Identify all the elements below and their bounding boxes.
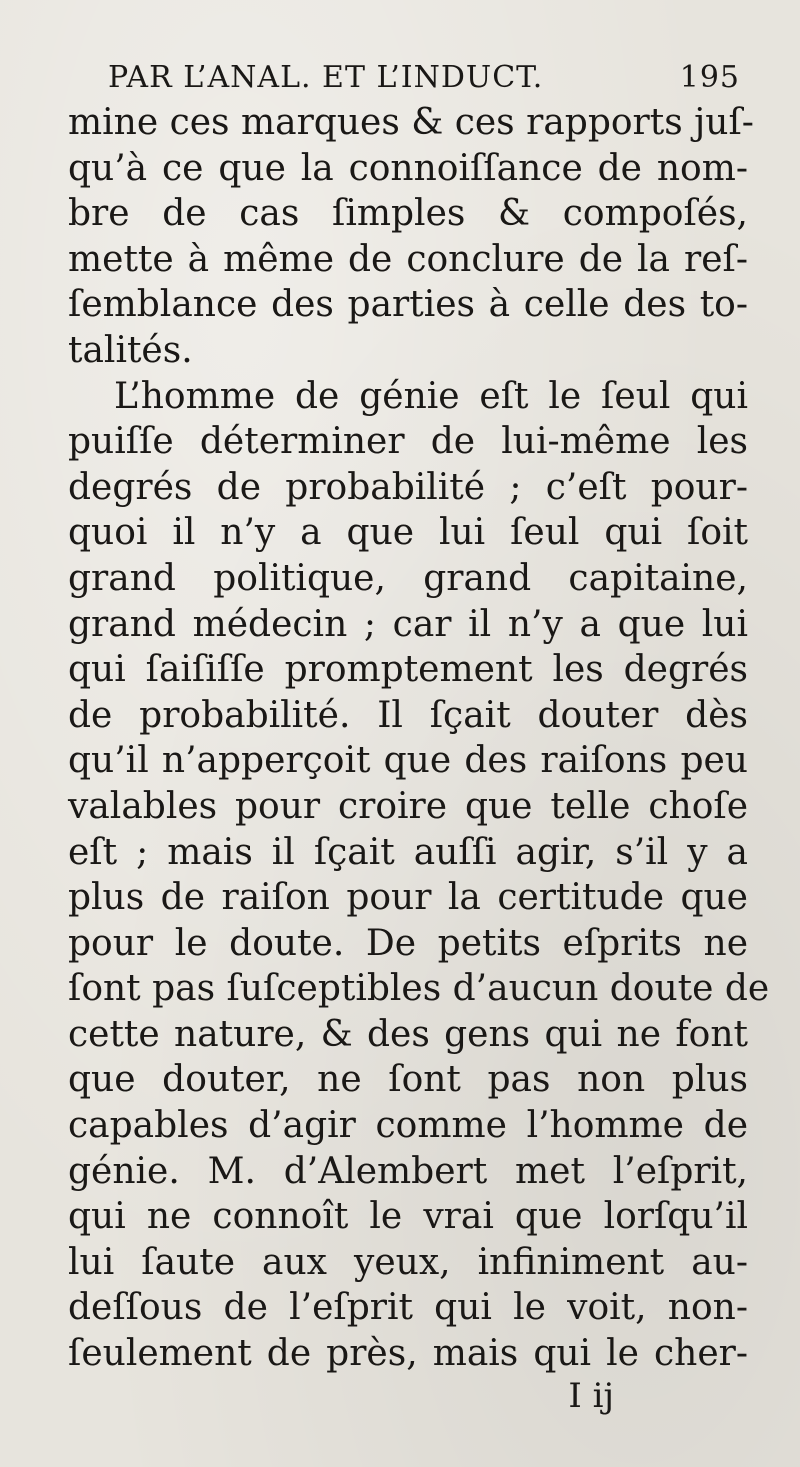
text-line: ſont pas ſuſceptibles d’aucun doute de — [68, 968, 770, 1010]
text-line: mette à même de conclure de la reſ- — [68, 238, 748, 280]
body-text — [68, 100, 770, 1377]
text-line: qu’à ce que la connoiſſance de nom- — [68, 147, 748, 189]
text-line: grand médecin ; car il n’y a que lui — [68, 603, 748, 645]
text-line: L’homme de génie eſt le ſeul qui — [114, 375, 748, 417]
running-head: PAR L’ANAL. ET L’INDUCT. — [108, 60, 544, 95]
text-line: lui ſaute aux yeux, infiniment au- — [68, 1241, 748, 1283]
text-line: talités. — [68, 329, 193, 371]
text-line: eſt ; mais il ſçait auſſi agir, s’il y a — [68, 831, 748, 873]
text-line: bre de cas ſimples & compoſés, — [68, 193, 748, 235]
signature-mark: I ij — [568, 1376, 614, 1416]
text-line: puiſſe déterminer de lui-même les — [68, 421, 748, 463]
text-line: qui ſaiſiſſe promptement les degrés — [68, 649, 748, 691]
text-line: mine ces marques & ces rapports juſ- — [68, 102, 754, 143]
text-line: qui ne connoît le vrai que lorſqu’il — [68, 1196, 748, 1238]
text-line: degrés de probabilité ; c’eſt pour- — [68, 466, 748, 508]
text-line: cette nature, & des gens qui ne font — [68, 1013, 748, 1055]
page-number: 195 — [679, 60, 740, 95]
text-line: que douter, ne ſont pas non plus — [68, 1059, 748, 1101]
text-line: ſeulement de près, mais qui le cher- — [68, 1333, 748, 1375]
text-line: de probabilité. Il ſçait douter dès — [68, 694, 748, 736]
text-line: génie. M. d’Alembert met l’eſprit, — [68, 1150, 748, 1192]
text-line: quoi il n’y a que lui ſeul qui ſoit — [68, 512, 748, 554]
text-line: valables pour croire que telle choſe — [68, 785, 748, 827]
text-line: deſſous de l’eſprit qui le voit, non- — [68, 1287, 748, 1329]
text-line: grand politique, grand capitaine, — [68, 557, 748, 599]
text-line: qu’il n’apperçoit que des raiſons peu — [68, 740, 748, 782]
text-line: plus de raiſon pour la certitude que — [68, 877, 748, 919]
page-header — [108, 56, 740, 100]
text-line: capables d’agir comme l’homme de — [68, 1105, 748, 1147]
text-line: pour le doute. De petits eſprits ne — [68, 922, 748, 964]
text-line: ſemblance des parties à celle des to- — [68, 284, 748, 326]
